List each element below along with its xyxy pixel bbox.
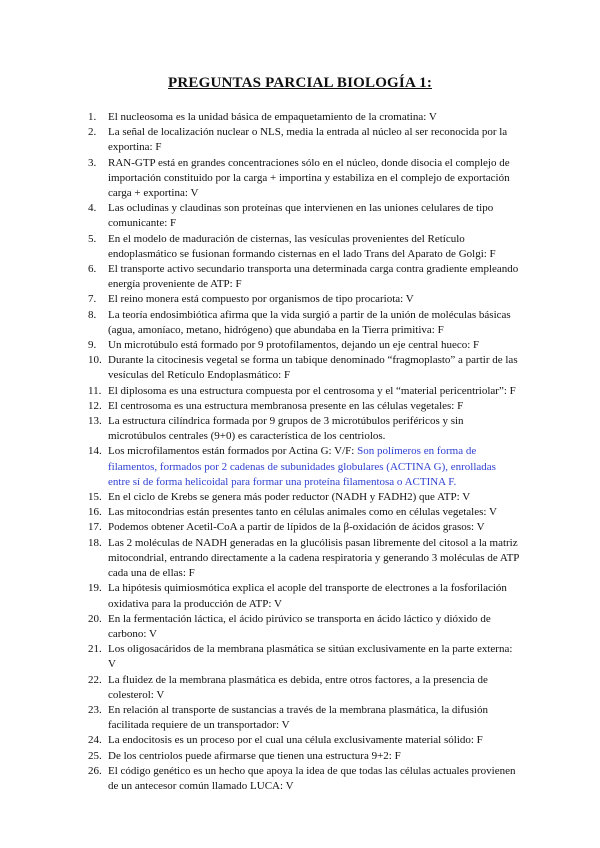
question-item [90,536,520,582]
question-number: 18. [88,536,102,549]
question-text: Un microtúbulo está formado por 9 protofilamentos, dejando un eje central hueco: F [108,339,480,352]
question-number: 9. [88,339,97,352]
question-item [90,232,520,262]
question-item [90,262,520,292]
question-text: En la fermentación láctica, el ácido pirúvico se transporta en ácido láctico y dióxido de carbono: V [108,612,491,640]
question-number: 12. [88,399,102,412]
question-text: De los centriolos puede afirmarse que tienen una estructura 9+2: F [108,749,401,762]
question-number: 14. [88,445,102,458]
question-item [90,384,520,399]
question-list [90,110,520,794]
question-item [90,673,520,703]
question-item [90,642,520,672]
question-number: 1. [88,111,97,123]
question-text: En relación al transporte de sustancias a través de la membrana plasmática, la difusión facilitada requiere de un transportador: V [108,703,488,732]
question-number: 15. [88,491,102,504]
question-text: La fluidez de la membrana plasmática es debida, entre otros factores, a la presencia de colesterol: V [108,673,488,701]
question-item [90,490,520,505]
question-text: El centrosoma es una estructura membranosa presente en las células vegetales: F [108,399,464,412]
question-text: Las ocludinas y claudinas son proteínas que intervienen en las uniones celulares de tipo comunicante: F [108,202,494,230]
question-item [90,520,520,535]
question-text: El transporte activo secundario transporta una determinada carga contra gradiente empleando energía proveniente de ATP: F [108,263,519,291]
question-number: 22. [88,673,102,686]
question-item [90,156,520,202]
question-item [90,749,520,764]
answer-explanation: Son polímeros en forma de filamentos, formados por 2 cadenas de subunidades globulares (ACTINA G), enrolladas entre sí de forma helicoidal para formar una proteína filamentosa o ACTINA F. [108,445,496,488]
question-item [90,733,520,748]
question-number: 13. [88,415,102,428]
question-text: En el modelo de maduración de cisternas, las vesículas provenientes del Retículo endoplasmático se fusionan formando cisternas en el lado Trans del Aparato de Golgi: F [108,232,496,260]
question-item [90,110,520,125]
question-item [90,414,520,444]
question-text: RAN-GTP está en grandes concentraciones sólo en el núcleo, donde disocia el complejo de importación constituido por la carga + importina y estabiliza en el complejo de exportación carga + exportina: V [108,156,510,200]
question-item [90,764,520,794]
question-text: La estructura cilíndrica formada por 9 grupos de 3 microtúbulos periféricos y sin microtúbulos centrales (9+0) es característica de los centriolos. [108,415,464,443]
question-text: La señal de localización nuclear o NLS, media la entrada al núcleo al ser reconocida por la exportina: F [108,126,508,154]
question-text: La hipótesis quimiosmótica explica el acople del transporte de electrones a la fosforilación oxidativa para la producción de ATP: V [108,582,507,610]
question-item [90,505,520,520]
question-number: 23. [88,703,102,716]
question-text: El código genético es un hecho que apoya la idea de que todas las células actuales provienen de un antecesor común llamado LUCA: V [108,764,516,792]
question-number: 26. [88,764,102,777]
question-item [90,612,520,642]
question-text: Los oligosacáridos de la membrana plasmática se sitúan exclusivamente en la parte externa: V [108,643,513,671]
question-text: Las mitocondrias están presentes tanto en células animales como en células vegetales: V [108,506,497,519]
question-text: Durante la citocinesis vegetal se forma un tabique denominado “fragmoplasto” a partir de las vesículas del Retículo Endoplasmático: F [108,354,518,382]
question-item [90,703,520,733]
question-item [90,201,520,231]
question-number: 24. [88,734,102,747]
question-number: 10. [88,354,102,367]
question-text: En el ciclo de Krebs se genera más poder reductor (NADH y FADH2) que ATP: V [108,491,471,504]
question-number: 20. [88,612,102,625]
question-number: 5. [88,232,97,245]
question-item [90,399,520,414]
question-text: El diplosoma es una estructura compuesta por el centrosoma y el “material pericentriolar”: F [108,384,516,397]
page-title: PREGUNTAS PARCIAL BIOLOGÍA 1: [167,75,433,91]
question-number: 16. [88,506,102,519]
question-number: 19. [88,582,102,595]
question-item [90,125,520,155]
question-text: Podemos obtener Acetil-CoA a partir de lípidos de la β-oxidación de ácidos grasos: V [108,521,485,534]
question-number: 8. [88,308,97,321]
question-text: El reino monera está compuesto por organismos de tipo procariota: V [108,293,414,306]
question-number: 2. [88,126,97,139]
question-text: Los microfilamentos están formados por Actina G: V/F: [108,445,358,458]
question-number: 7. [88,293,97,306]
question-item [90,581,520,611]
question-text: La teoría endosimbiótica afirma que la vida surgió a partir de la unión de moléculas básicas (agua, amoníaco, metano, hidrógeno) que abundaba en la Tierra primitiva: F [108,308,511,336]
question-number: 4. [88,202,97,215]
question-text: Las 2 moléculas de NADH generadas en la glucólisis pasan libremente del citosol a la matriz mitocondrial, entrando directamente a la cadena respiratoria y generando 3 moléculas de ATP cada una de ellas: F [108,536,520,580]
question-number: 25. [88,749,102,762]
question-item [90,292,520,307]
question-item [90,444,520,490]
question-item [90,338,520,353]
question-number: 6. [88,263,97,276]
question-text: La endocitosis es un proceso por el cual una célula exclusivamente material sólido: F [108,734,483,747]
question-text: El nucleosoma es la unidad básica de empaquetamiento de la cromatina: V [108,111,437,123]
question-number: 3. [88,156,97,169]
question-item [90,353,520,383]
question-item [90,308,520,338]
question-number: 11. [88,384,102,397]
question-number: 17. [88,521,102,534]
question-number: 21. [88,643,102,656]
